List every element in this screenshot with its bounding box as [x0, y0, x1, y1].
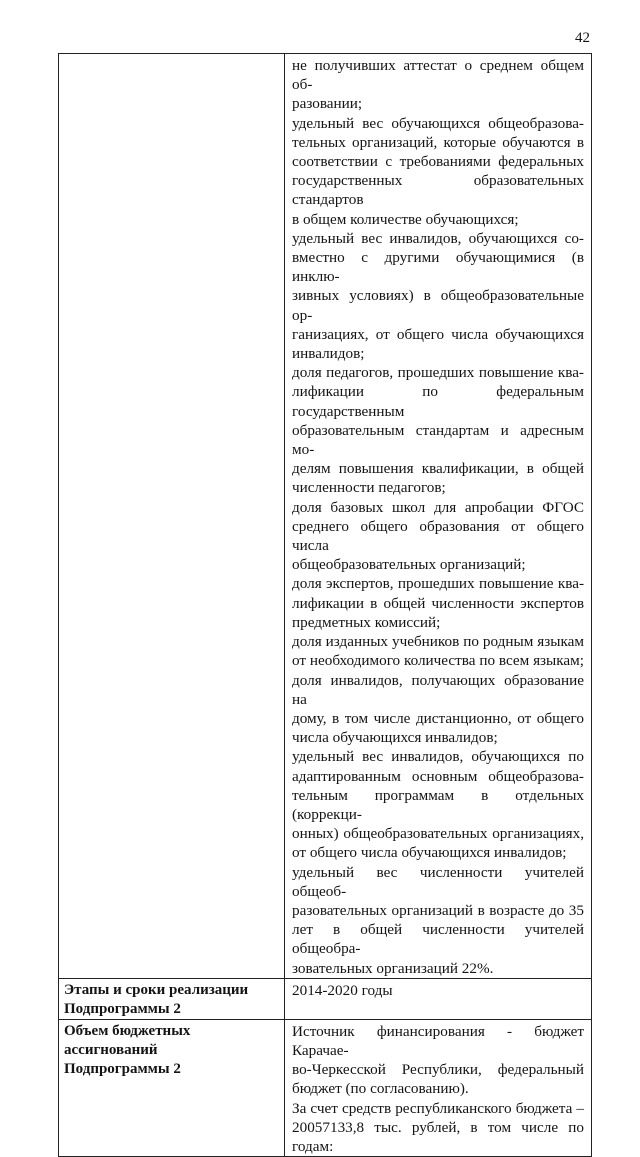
indicators-text-line: доля инвалидов, получающих образование на [292, 671, 584, 708]
indicators-text-line: дому, в том числе дистанционно, от общего [292, 709, 584, 727]
indicators-text-line: инвалидов; [292, 345, 365, 363]
budget-text [292, 1022, 584, 1156]
budget-text-line: бюджет (по согласованию). [292, 1080, 469, 1098]
budget-label: Объем бюджетных ассигнований Подпрограммы 2 [64, 1022, 191, 1077]
indicators-text-line: разовательных организаций в возрасте до 35 [292, 901, 584, 919]
stages-label-cell [59, 978, 285, 1019]
indicators-text-line: доля базовых школ для апробации ФГОС [292, 498, 584, 516]
indicators-text-line: делям повышения квалификации, в общей [292, 460, 584, 478]
stages-content-cell [285, 978, 592, 1019]
indicators-text-line: адаптированным основным общеобразова- [292, 767, 584, 785]
indicators-text-line: зовательных организаций 22%. [292, 959, 494, 977]
indicators-text-line: вместно с другими обучающимися (в инклю- [292, 249, 584, 286]
indicators-text-line: государственных образовательных стандартов [292, 172, 584, 209]
budget-content-cell [285, 1019, 592, 1156]
budget-text-line: Источник финансирования - бюджет Карачае- [292, 1022, 584, 1059]
indicators-text [292, 56, 584, 978]
indicators-text-line: численности педагогов; [292, 479, 446, 497]
stages-value: 2014-2020 годы [292, 981, 393, 999]
page-number: 42 [575, 30, 590, 46]
stages-row [59, 978, 592, 1019]
indicators-text-line: лификации в общей численности экспертов [292, 594, 584, 612]
indicators-text-line: тельным программам в отдельных (коррекци- [292, 786, 584, 823]
indicators-label-cell [59, 54, 285, 979]
indicators-text-line: предметных комиссий; [292, 613, 441, 631]
indicators-text-line: лет в общей численности учителей общеобра- [292, 921, 584, 958]
indicators-text-line: в общем количестве обучающихся; [292, 210, 519, 228]
indicators-text-line: среднего общего образования от общего числа [292, 517, 584, 555]
indicators-text-line: общеобразовательных организаций; [292, 556, 526, 574]
indicators-text-line: разовании; [292, 95, 363, 113]
budget-row [59, 1019, 592, 1156]
indicators-text-line: зивных условиях) в общеобразовательные ор- [292, 287, 584, 324]
indicators-text-line: от общего числа обучающихся инвалидов; [292, 844, 567, 862]
budget-text-line: 20057133,8 тыс. рублей, в том числе по годам: [292, 1118, 584, 1155]
indicators-text-line: доля педагогов, прошедших повышение ква- [292, 364, 584, 382]
indicators-text-line: тельных организаций, которые обучаются в [292, 133, 584, 151]
indicators-text-line: доля изданных учебников по родным языкам [292, 633, 584, 651]
indicators-text-line: соответствии с требованиями федеральных [292, 153, 584, 171]
indicators-text-line: не получивших аттестат о среднем общем об- [292, 57, 584, 94]
indicators-text-line: числа обучающихся инвалидов; [292, 729, 498, 747]
stages-label: Этапы и сроки реализации Подпрограммы 2 [64, 981, 249, 1017]
indicators-text-line: от необходимого количества по всем языкам; [292, 652, 584, 670]
indicators-text-line: удельный вес численности учителей общеоб- [292, 863, 584, 900]
indicators-text-line: удельный вес обучающихся общеобразова- [292, 114, 584, 132]
subprogram-passport-table [58, 53, 592, 1157]
indicators-text-line: онных) общеобразовательных организациях, [292, 825, 584, 843]
indicators-text-line: удельный вес инвалидов, обучающихся со- [292, 229, 584, 247]
indicators-text-line: образовательным стандартам и адресным мо- [292, 421, 584, 459]
budget-text-line: во-Черкесской Республики, федеральный [292, 1061, 584, 1079]
indicators-text-line: доля экспертов, прошедших повышение ква- [292, 575, 584, 593]
indicators-content-cell [285, 54, 592, 979]
indicators-row [59, 54, 592, 979]
indicators-text-line: удельный вес инвалидов, обучающихся по [292, 748, 584, 766]
budget-text-line: За счет средств республиканского бюджета – [292, 1099, 584, 1117]
indicators-text-line: ганизациях, от общего числа обучающихся [292, 325, 584, 343]
indicators-text-line: лификации по федеральным государственным [292, 383, 584, 420]
budget-label-cell [59, 1019, 285, 1156]
